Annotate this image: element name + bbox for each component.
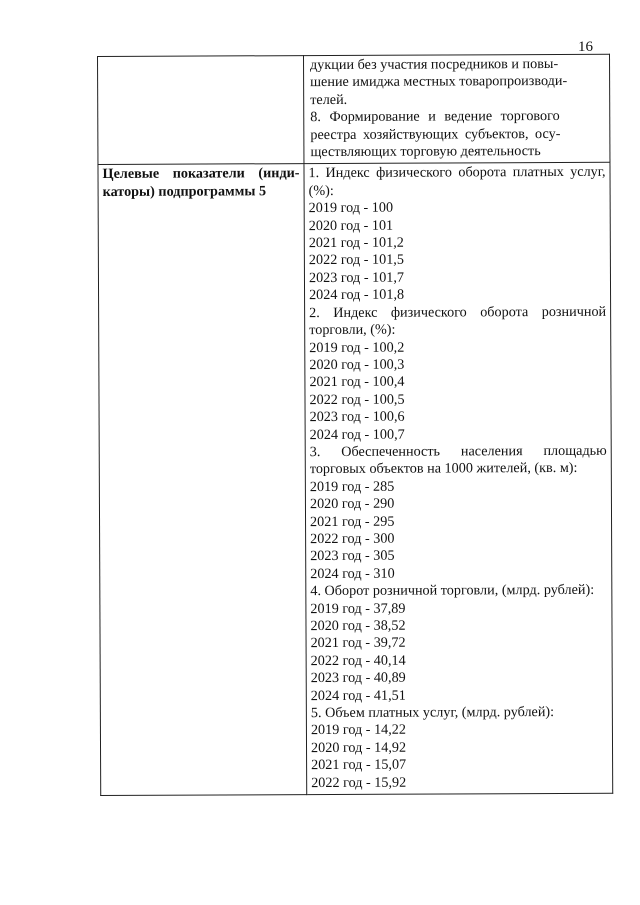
indicator-block — [310, 582, 608, 705]
indicator-value: 2022 год - 15,92 — [311, 774, 407, 791]
text-line: реестра хозяйствующих субъектов, осу- — [310, 125, 561, 143]
table-cell-measures-continuation — [304, 54, 610, 164]
indicator-value: 2023 год - 101,7 — [308, 269, 405, 286]
indicator-value: 2022 год - 101,5 — [308, 252, 404, 269]
text-line: телей. — [310, 91, 348, 108]
indicator-title: 4. Оборот розничной торговли, (млрд. рублей): — [310, 582, 595, 600]
table-row-continuation — [98, 54, 610, 165]
indicator-value: 2021 год - 295 — [309, 513, 395, 530]
indicator-value: 2022 год - 300 — [310, 530, 395, 548]
indicator-value: 2021 год - 100,4 — [309, 373, 405, 391]
table-cell-indicators — [304, 163, 613, 795]
indicator-value: 2022 год - 100,5 — [309, 391, 405, 408]
table-row-indicators — [98, 163, 613, 796]
indicator-value: 2019 год - 100,2 — [309, 339, 405, 356]
indicator-value: 2024 год - 100,7 — [309, 426, 405, 443]
program-table — [97, 54, 613, 796]
indicator-value: 2019 год - 100 — [308, 199, 394, 217]
indicator-value: 2019 год - 14,22 — [310, 722, 407, 739]
indicator-value: 2024 год - 310 — [310, 565, 395, 582]
indicator-title: 5. Объем платных услуг, (млрд. рублей): — [310, 704, 555, 722]
indicator-block — [310, 443, 608, 584]
indicator-value: 2022 год - 40,14 — [310, 652, 406, 669]
indicator-value: 2020 год - 290 — [309, 495, 395, 513]
indicator-value: 2020 год - 38,52 — [310, 617, 406, 635]
page-number: 16 — [578, 39, 593, 55]
text-line: ществляющих торговую деятельность — [310, 143, 541, 161]
indicator-value: 2023 год - 305 — [310, 548, 395, 565]
indicator-title: 2. Индекс физического оборота розничной торговли, (%): — [309, 303, 607, 339]
indicator-value: 2020 год - 100,3 — [309, 356, 405, 373]
text-line: шение имиджа местных товаропроизводи- — [310, 73, 568, 91]
indicator-block — [308, 164, 606, 305]
indicator-value: 2020 год - 14,92 — [310, 739, 407, 756]
indicator-block — [309, 303, 607, 444]
indicator-value: 2021 год - 101,2 — [308, 234, 404, 252]
indicators-label: Целевые показатели (инди-каторы) подпрограммы 5 — [102, 165, 300, 200]
table-cell-empty — [98, 56, 304, 165]
text-line: дукции без участия посредников и повы- — [310, 55, 559, 74]
indicator-value: 2021 год - 39,72 — [310, 635, 406, 652]
indicator-title: 1. Индекс физического оборота платных услуг, (%): — [308, 164, 606, 199]
indicator-title: 3. Обеспеченность населения площадью торговых объектов на 1000 жителей, (кв. м): — [309, 442, 607, 478]
indicator-value: 2023 год - 40,89 — [310, 669, 406, 687]
indicator-value: 2024 год - 101,8 — [309, 286, 405, 304]
table-cell-label — [98, 164, 307, 796]
indicator-value: 2019 год - 285 — [309, 478, 395, 495]
indicator-value: 2020 год - 101 — [308, 217, 394, 234]
text-line: 8. Формирование и ведение торгового — [310, 108, 560, 126]
indicator-block — [311, 704, 608, 792]
indicator-value: 2024 год - 41,51 — [310, 687, 406, 704]
indicator-value: 2021 год - 15,07 — [311, 756, 407, 774]
indicator-value: 2019 год - 37,89 — [310, 600, 406, 617]
indicator-value: 2023 год - 100,6 — [309, 408, 405, 426]
